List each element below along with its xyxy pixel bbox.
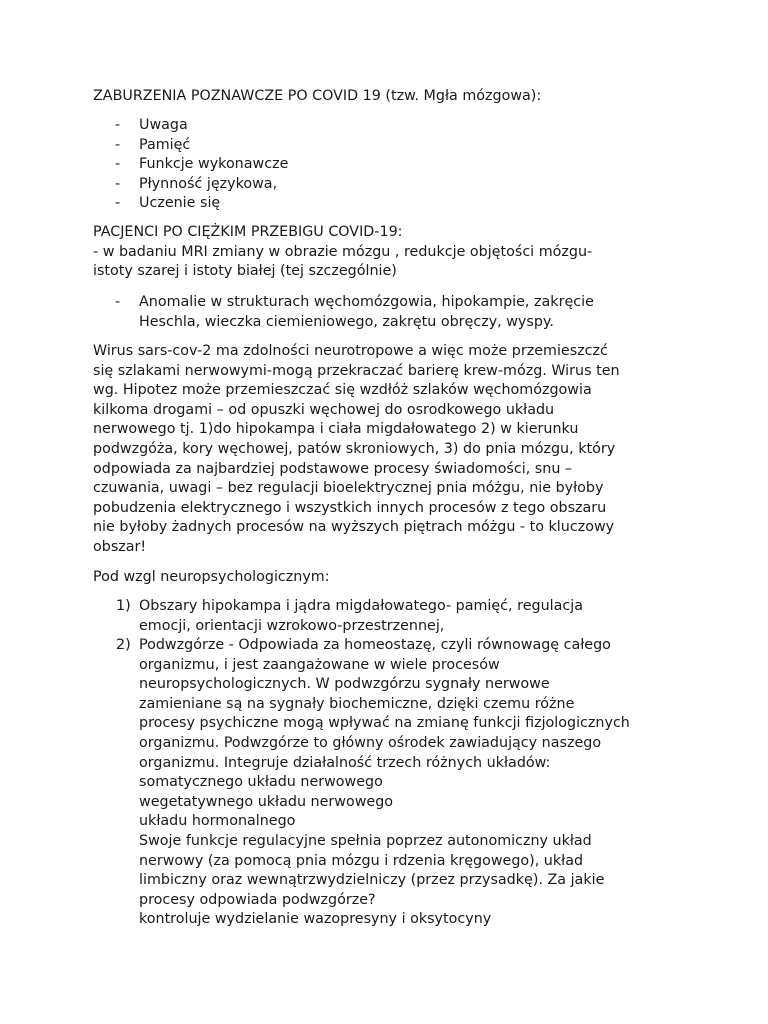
list-item-line: procesy odpowiada podwzgórze?	[139, 891, 376, 908]
list-item-line: limbiczny oraz wewnątrzwydzielniczy (przez przysadkę). Za jakie	[139, 872, 605, 889]
severe-patients-section	[93, 223, 592, 282]
anomalies-list	[0, 293, 768, 332]
list-item-line: organizmu. Podwzgórze to główny ośrodek zawiadujący naszego	[139, 734, 602, 751]
paragraph-line: - w badaniu MRI zmiany w obrazie mózgu , redukcje objętości mózgu-	[93, 243, 593, 260]
list-item	[0, 175, 768, 195]
list-item-line: układu hormonalnego	[139, 813, 296, 830]
list-item-text: Uczenie się	[139, 195, 221, 212]
dash-marker: -	[115, 136, 121, 153]
list-item-text: Płynność językowa,	[139, 175, 278, 192]
list-item-line: Obszary hipokampa i jądra migdałowatego- pamięć, regulacja	[139, 598, 583, 614]
paragraph-line: wg. Hipotez może przemieszczać się wzdłóż szlaków węchomózgowia	[93, 382, 592, 399]
list-item	[0, 597, 768, 636]
paragraph-line: obszar!	[93, 538, 147, 555]
list-item-text	[139, 597, 583, 636]
list-item	[0, 194, 768, 214]
paragraph-line: Wirus sars-cov-2 ma zdolności neurotropowe a więc może przemieszczć	[93, 343, 608, 359]
list-item-line: Swoje funkcje regulacyjne spełnia poprzez autonomiczny układ	[139, 832, 592, 849]
list-item-line: kontroluje wydzielanie wazopresyny i oksytocyny	[139, 911, 492, 928]
virus-paragraph	[93, 342, 620, 558]
dash-marker: -	[115, 195, 121, 212]
paragraph-line: nie byłoby żadnych procesów na wyższych piętrach móżgu - to kluczowy	[93, 519, 615, 536]
paragraph-line: istoty szarej i istoty białej (tej szczególnie)	[93, 263, 397, 280]
heading-cognitive-disorders: ZABURZENIA POZNAWCZE PO COVID 19 (tzw. Mgła mózgowa):	[93, 88, 542, 104]
list-item-line: nerwowy (za pomocą pnia mózgu i rdzenia kręgowego), układ	[139, 852, 584, 869]
paragraph-line: się szlakami nerwowymi-mogą przekraczać barierę krew-mózg. Wirus ten	[93, 362, 620, 379]
dash-marker: -	[115, 175, 121, 192]
list-number: 2)	[116, 637, 131, 653]
dash-marker: -	[115, 156, 121, 173]
list-item-line: organizmu, i jest zaangażowane w wiele procesów	[139, 656, 500, 673]
section-heading: PACJENCI PO CIĘŻKIM PRZEBIGU COVID-19:	[93, 224, 403, 240]
list-item-text: Pamięć	[139, 136, 191, 153]
list-item	[0, 136, 768, 156]
list-number: 1)	[116, 598, 131, 614]
dash-marker: -	[115, 294, 121, 310]
list-item	[0, 116, 768, 136]
list-item-text: Funkcje wykonawcze	[139, 156, 289, 173]
paragraph-line: odpowiada za najbardziej podstawowe procesy świadomości, snu –	[93, 460, 573, 477]
paragraph-line: nerwowego tj. 1)do hipokampa i ciała migdałowatego 2) w kierunku	[93, 421, 579, 438]
list-item-line: zamieniane są na sygnały biochemiczne, dzięki czemu różne	[139, 695, 575, 712]
dash-marker: -	[115, 117, 121, 133]
paragraph-line: czuwania, uwagi – bez regulacji bioelektrycznej pnia móżgu, nie byłoby	[93, 480, 604, 497]
list-item-line: wegetatywnego układu nerwowego	[139, 793, 394, 810]
list-item-line: Podwzgórze - Odpowiada za homeostazę, czyli równowagę całego	[139, 637, 611, 653]
list-item-line: emocji, orientacji wzrokowo-przestrzennej,	[139, 617, 445, 634]
list-item-line: somatycznego układu nerwowego	[139, 774, 383, 791]
list-item-line: neuropsychologicznych. W podwzgórzu sygnały nerwowe	[139, 676, 550, 693]
list-item-line: Anomalie w strukturach węchomózgowia, hipokampie, zakręcie	[139, 294, 594, 310]
paragraph-line: pobudzenia elektrycznego i wszystkich innych procesów z tego obszaru	[93, 499, 607, 516]
list-item-text	[139, 636, 630, 930]
list-item-line: organizmu. Integruje działalność trzech różnych układów:	[139, 754, 551, 771]
symptoms-list	[0, 116, 768, 214]
list-item-text	[139, 293, 594, 332]
list-item-line: Heschla, wieczka ciemieniowego, zakrętu obręczy, wyspy.	[139, 313, 554, 330]
neuropsych-heading: Pod wzgl neuropsychologicznym:	[93, 569, 330, 585]
paragraph-line: kilkoma drogami – od opuszki węchowej do osrodkowego układu	[93, 401, 555, 418]
list-item	[0, 155, 768, 175]
paragraph-line: podwzgóża, kory węchowej, patów skroniowych, 3) do pnia mózgu, który	[93, 440, 616, 457]
list-item	[0, 636, 768, 936]
list-item	[0, 293, 768, 332]
neuropsych-list	[0, 597, 768, 936]
list-item-line: procesy psychiczne mogą wpływać na zmianę funkcji fizjologicznych	[139, 715, 630, 732]
list-item-text: Uwaga	[139, 117, 188, 133]
